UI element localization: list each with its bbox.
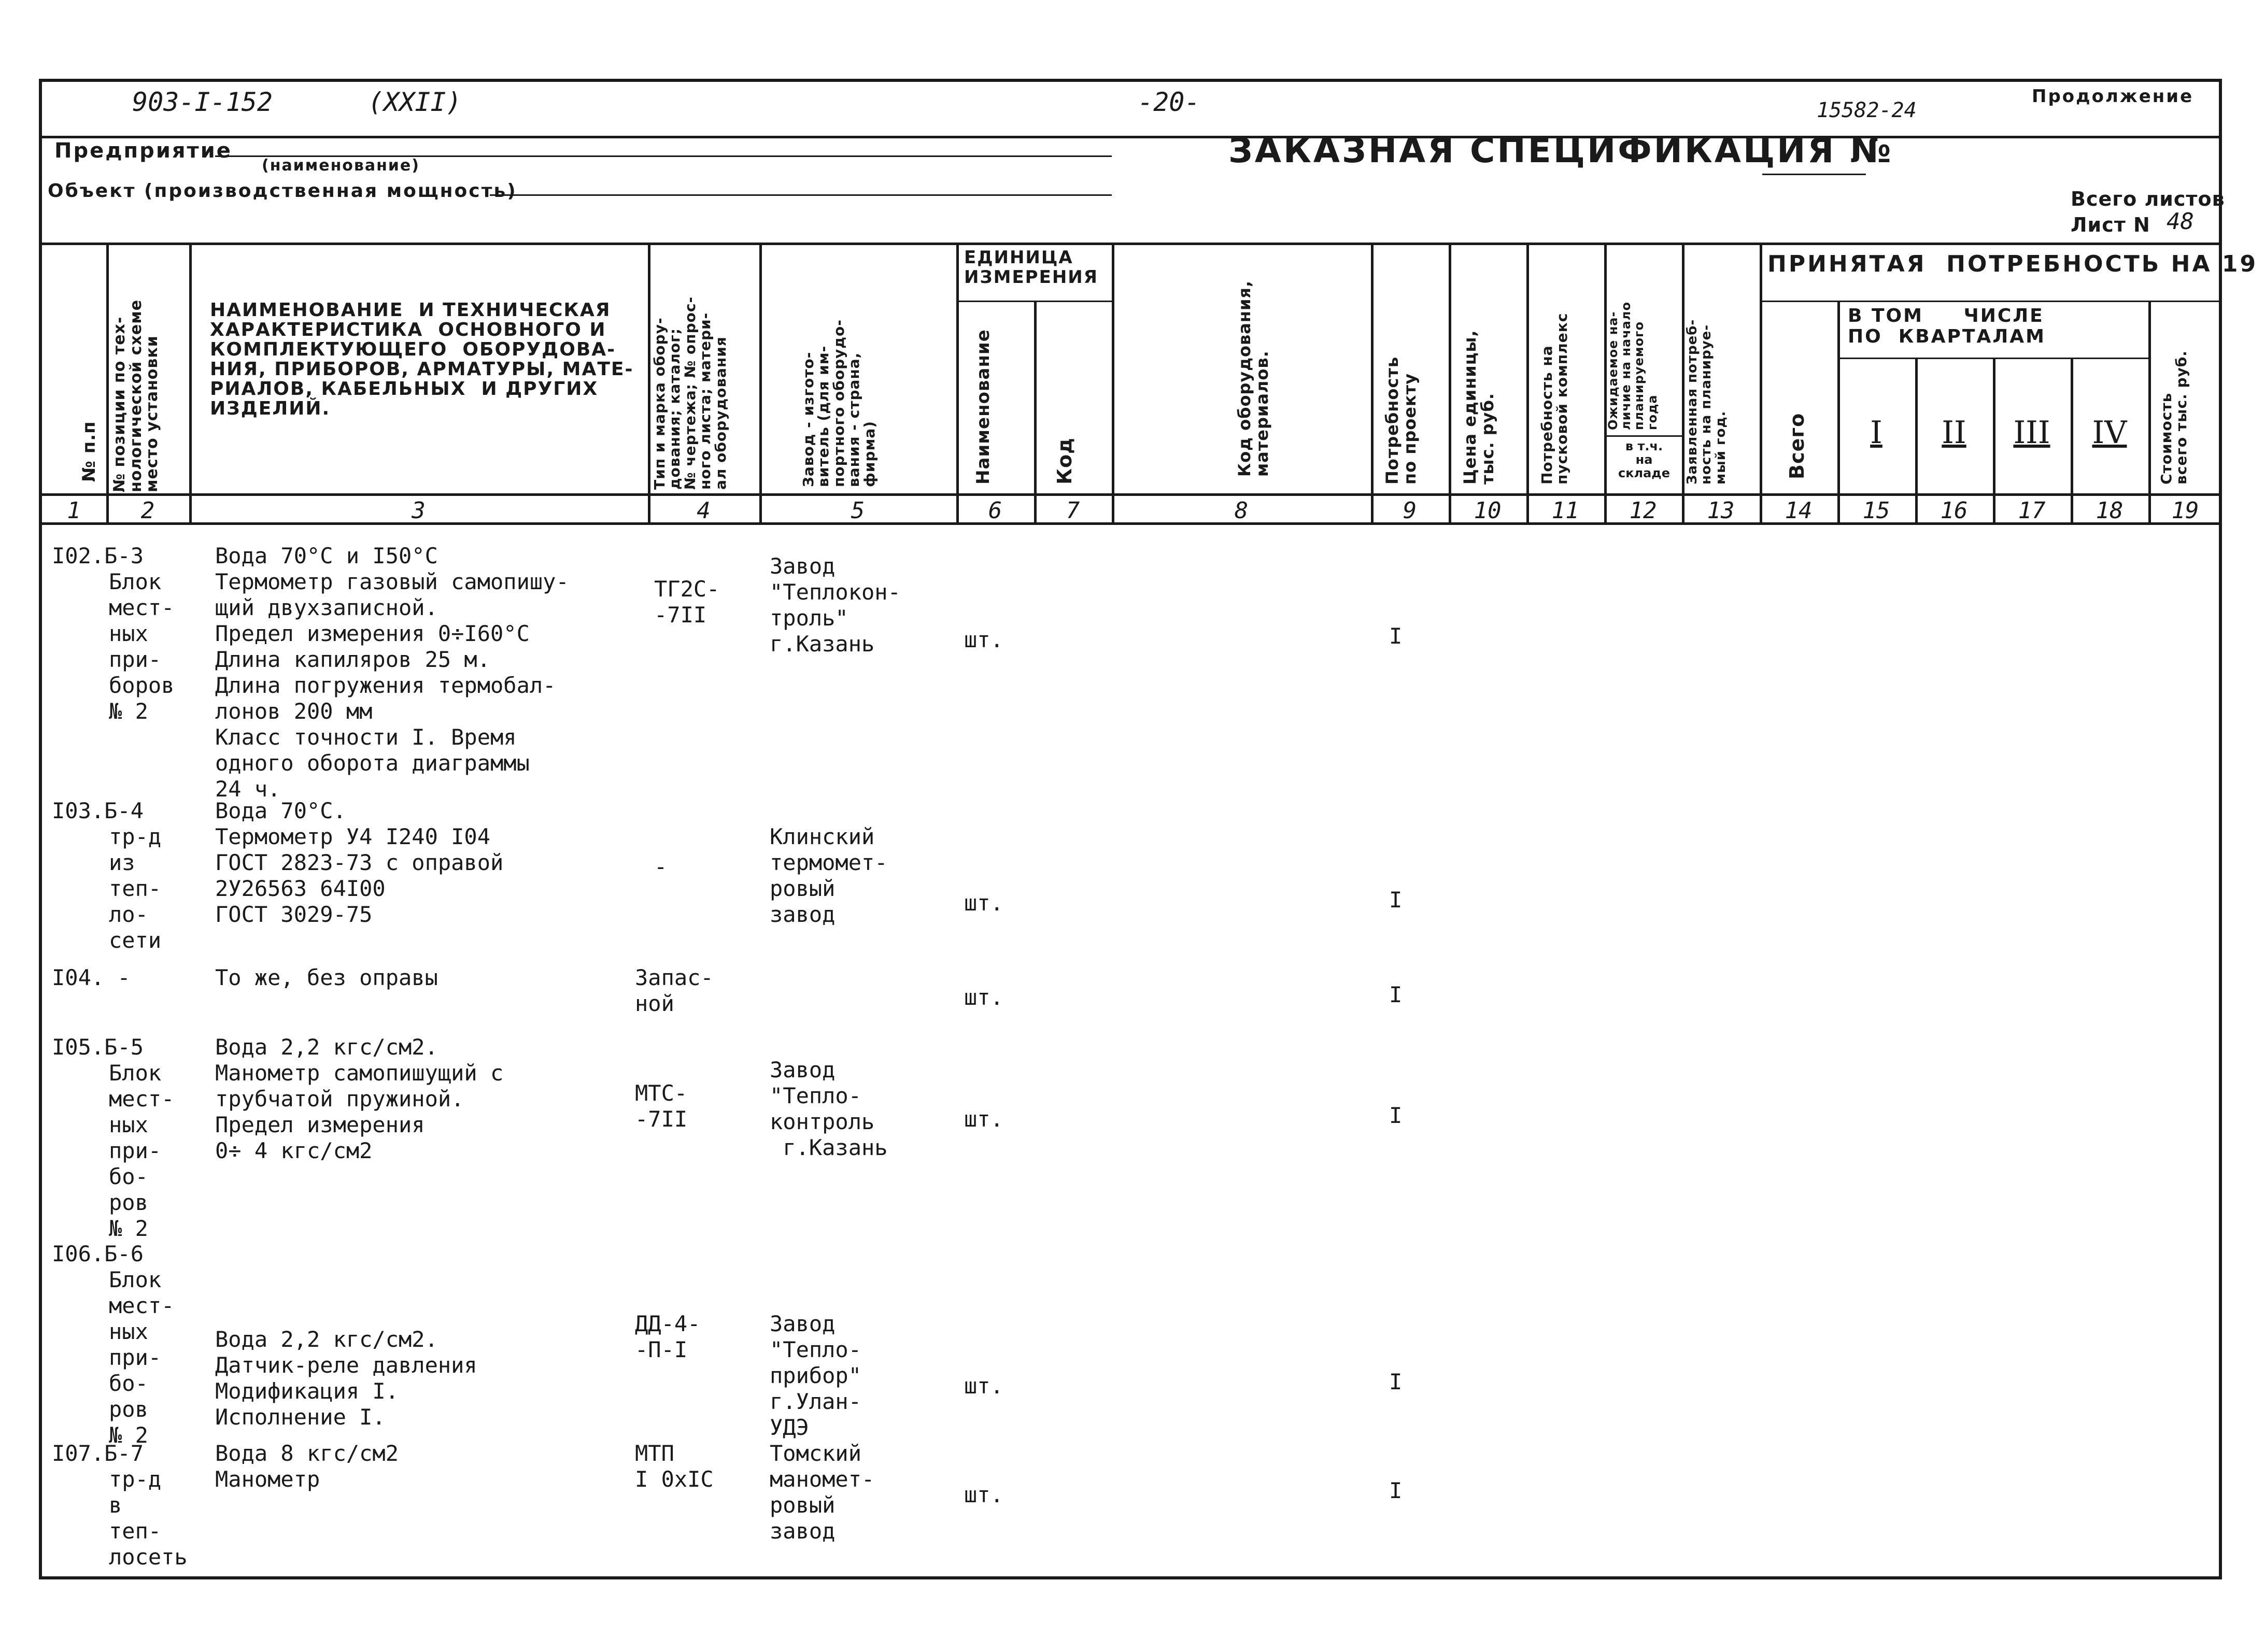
row-position: I06.Б-6	[52, 1241, 144, 1266]
table-top-line	[39, 243, 2222, 245]
stock-subline	[1604, 435, 1682, 437]
row-unit: шт.	[964, 1106, 1003, 1132]
accepted-header: ПРИНЯТАЯ ПОТРЕБНОСТЬ НА 19	[1767, 251, 2258, 277]
col-3-header: НАИМЕНОВАНИЕ И ТЕХНИЧЕСКАЯ ХАРАКТЕРИСТИКА ОСНОВНОГО И КОМПЛЕКТУЮЩЕГО ОБОРУДОВА- НИЯ, ПРИБОРОВ, АРМАТУРЫ, МАТЕ- РИАЛОВ, КАБЕЛЬНЫХ И ДРУГИХ ИЗДЕЛИЙ.	[210, 300, 634, 419]
col-14-header: Всего	[1786, 412, 1808, 479]
col-7-header: Код	[1053, 437, 1076, 485]
quarters-header: В ТОМ ЧИСЛЕ ПО КВАРТАЛАМ	[1848, 305, 2046, 347]
col-9-header: Потребность по проекту	[1382, 356, 1420, 485]
col-10-header: Цена единицы, тыс. руб.	[1460, 330, 1497, 485]
doc-code: 903-I-152	[132, 87, 273, 117]
row-maker: Завод "Тепло- контроль г.Казань	[770, 1057, 888, 1160]
col-number: 16	[1940, 497, 1968, 524]
continuation-label: Продолжение	[2032, 86, 2194, 107]
sheet-number: 48	[2167, 208, 2194, 235]
row-description: Вода 2,2 кгс/см2. Манометр самопишущий с трубчатой пружиной. Предел измерения 0÷ 4 кгс/см2	[215, 1034, 504, 1163]
quarter-1-header: I	[1870, 415, 1882, 451]
col-number: 6	[988, 497, 1002, 524]
row-unit: шт.	[964, 985, 1003, 1010]
quarter-3-header: III	[2013, 415, 2050, 451]
row-maker: Завод "Теплокон- троль" г.Казань	[770, 553, 901, 657]
row-quantity: I	[1389, 982, 1403, 1007]
row-type: Запас- ной	[635, 965, 714, 1016]
object-label: Объект (производственная мощность)	[48, 180, 517, 202]
row-type: МТП I 0хIС	[635, 1441, 714, 1492]
col-1-header: № п.п	[79, 421, 100, 482]
col-divider	[1112, 243, 1114, 522]
quarter-2-header: II	[1942, 415, 1966, 451]
col-number: 3	[412, 497, 426, 524]
row-description: Вода 70°С и I50°С Термометр газовый самопишу- щий двухзаписной. Предел измерения 0÷I60°С Длина капиляров 25 м. Длина погружения термобал- лонов 200 мм Класс точности I. Время одного оборота диаграммы 24 ч.	[215, 543, 569, 802]
row-quantity: I	[1389, 887, 1403, 913]
row-position: I02.Б-3	[52, 543, 144, 568]
row-unit: шт.	[964, 1373, 1003, 1399]
col-number: 12	[1629, 497, 1657, 524]
row-maker: Клинский термомет- ровый завод	[770, 824, 888, 927]
col-divider	[106, 243, 109, 522]
col-2-header: № позиции по тех- нологической схеме место установки	[110, 299, 161, 492]
row-location: Блок мест- ных при- бо- ров № 2	[109, 1060, 175, 1241]
col-6-header: Наименование	[973, 329, 994, 485]
sheet-label: Лист N	[2071, 213, 2150, 236]
row-unit: шт.	[964, 890, 1003, 916]
accepted-subline	[1760, 301, 2222, 302]
enterprise-hint: (наименование)	[262, 156, 420, 175]
col-number: 5	[851, 497, 865, 524]
col-13-header: Заявленная потреб- ность на планируе- мый год.	[1684, 319, 1729, 485]
quarters-subline	[1837, 358, 2148, 359]
row-position: I04. -	[52, 965, 131, 990]
row-maker: Томский маномет- ровый завод	[770, 1441, 875, 1544]
col-number: 18	[2096, 497, 2124, 524]
col-divider	[1449, 243, 1451, 522]
col-number: 7	[1066, 497, 1080, 524]
page-number: -20-	[1138, 87, 1200, 117]
row-location: тр-д из теп- ло- сети	[109, 824, 162, 953]
col-number: 11	[1551, 497, 1579, 524]
col-divider	[956, 243, 959, 522]
col-11-header: Потребность на пусковой комплекс	[1538, 312, 1571, 485]
spec-number-line	[1762, 174, 1866, 175]
row-location: Блок мест- ных при- бо- ров № 2	[109, 1267, 175, 1448]
col-number: 1	[67, 497, 81, 524]
total-sheets-label: Всего листов	[2071, 188, 2225, 210]
divider	[39, 136, 2222, 138]
col-5-header: Завод - изгото- витель (для им- портного оборудо- вания - страна, фирма)	[800, 319, 878, 487]
row-type: ДД-4- -П-I	[635, 1311, 701, 1362]
row-description: То же, без оправы	[215, 965, 438, 990]
col-number: 15	[1862, 497, 1890, 524]
page-title: ЗАКАЗНАЯ СПЕЦИФИКАЦИЯ №	[1228, 131, 1893, 170]
header-bottom-line	[39, 493, 2222, 496]
col-4-header: Тип и марка обору- дования; каталог; № чертежа; № опрос- ного листа; матери- ал оборудования	[651, 296, 729, 490]
col-divider	[1837, 301, 1840, 522]
row-location: тр-д в теп- лосеть	[109, 1466, 188, 1570]
quarter-4-header: IV	[2092, 415, 2127, 451]
row-type: ТГ2С- -7II	[654, 576, 720, 628]
row-description: Вода 8 кгс/см2 Манометр	[215, 1441, 399, 1492]
row-position: I07.Б-7	[52, 1441, 144, 1466]
col-divider	[1034, 301, 1037, 522]
object-line	[490, 194, 1112, 196]
col-number: 4	[697, 497, 711, 524]
col-number: 13	[1707, 497, 1735, 524]
row-description: Вода 2,2 кгс/см2. Датчик-реле давления Модификация I. Исполнение I.	[215, 1327, 477, 1430]
unit-subline	[956, 301, 1112, 302]
row-description: Вода 70°С. Термометр У4 I240 I04 ГОСТ 2823-73 с оправой 2У26563 64I00 ГОСТ 3029-75	[215, 798, 504, 927]
col-divider	[189, 243, 192, 522]
col-number: 10	[1474, 497, 1502, 524]
row-position: I03.Б-4	[52, 798, 144, 823]
ref-number: 15582-24	[1817, 98, 1917, 122]
col-divider	[1760, 243, 1762, 522]
col-number: 17	[2018, 497, 2046, 524]
enterprise-label: Предприятие	[54, 139, 232, 163]
col-number: 9	[1403, 497, 1417, 524]
row-location: Блок мест- ных при- боров № 2	[109, 569, 175, 724]
col-number: 19	[2171, 497, 2199, 524]
col-divider	[2148, 301, 2151, 522]
row-quantity: I	[1389, 1103, 1403, 1128]
row-maker: Завод "Тепло- прибор" г.Улан- УДЭ	[770, 1311, 862, 1440]
col-number: 14	[1785, 497, 1813, 524]
col-number: 2	[140, 497, 155, 524]
col-divider	[1526, 243, 1529, 522]
row-type: -	[654, 854, 668, 879]
col-19-header: Стоимость всего тыс. руб.	[2158, 350, 2190, 485]
col-divider	[759, 243, 762, 522]
row-unit: шт.	[964, 627, 1003, 652]
col-8-header: Код оборудования, материалов.	[1235, 280, 1272, 477]
col-12-subheader: в т.ч. на складе	[1618, 439, 1670, 480]
doc-part: (XXII)	[368, 87, 462, 117]
row-position: I05.Б-5	[52, 1034, 144, 1060]
col-divider	[648, 243, 650, 522]
unit-group-header: ЕДИНИЦА ИЗМЕРЕНИЯ	[964, 247, 1098, 288]
col-number: 8	[1234, 497, 1249, 524]
col-12-header: Ожидаемое на- личие на начало планируемого года	[1606, 302, 1660, 430]
row-quantity: I	[1389, 1369, 1403, 1394]
row-quantity: I	[1389, 1478, 1403, 1503]
row-type: МТС- -7II	[635, 1080, 688, 1132]
row-unit: шт.	[964, 1482, 1003, 1507]
row-quantity: I	[1389, 623, 1403, 649]
enterprise-line	[215, 155, 1112, 157]
col-divider	[1371, 243, 1374, 522]
